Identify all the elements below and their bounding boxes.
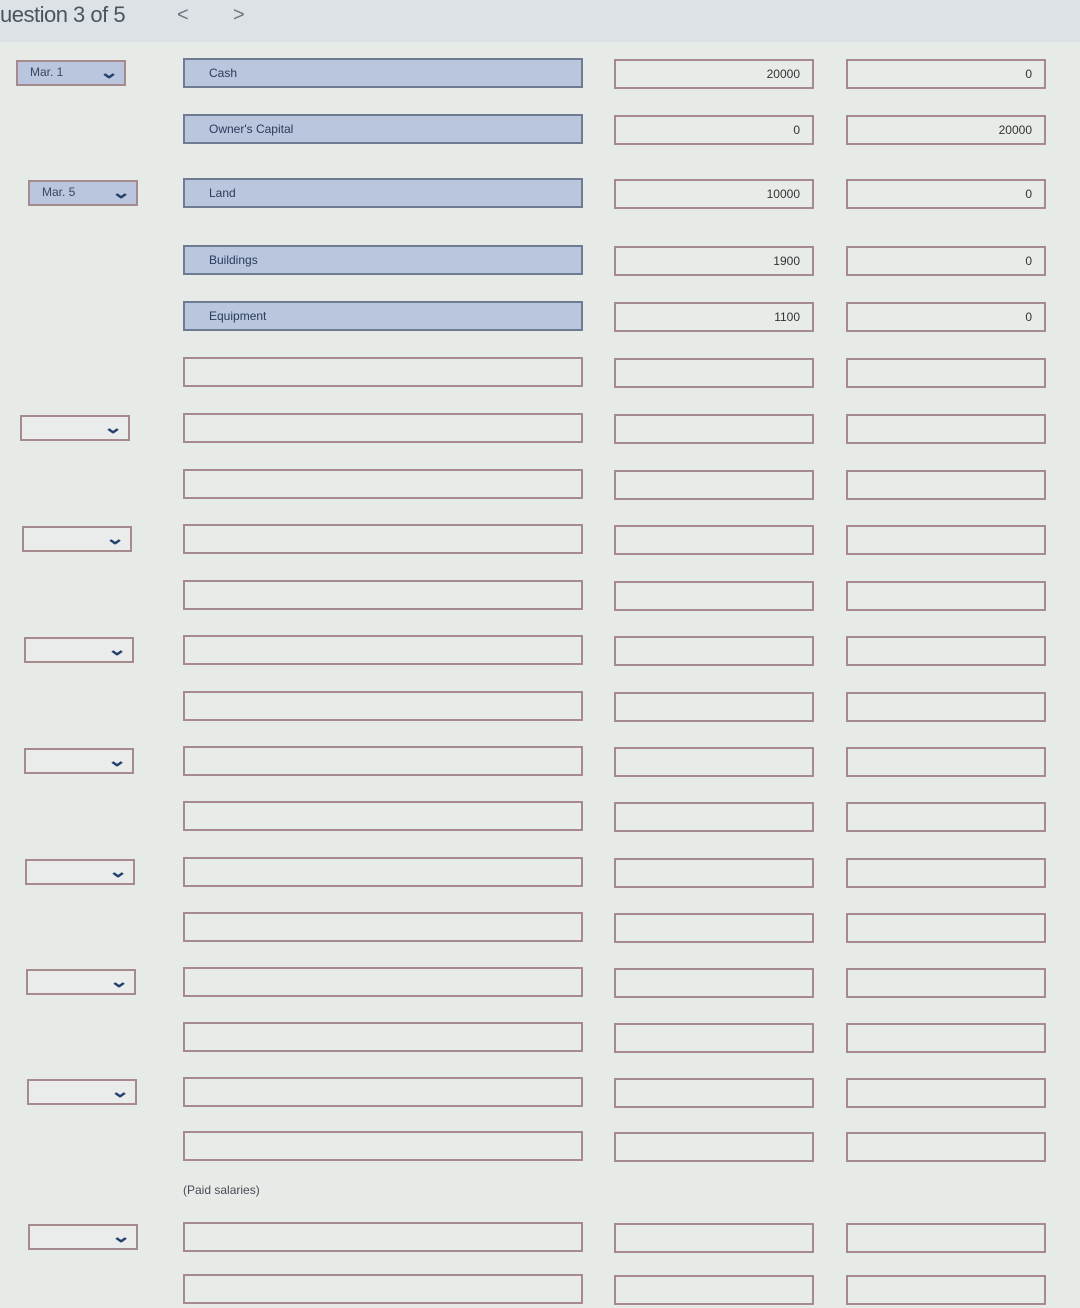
debit-field[interactable] xyxy=(614,1223,814,1253)
credit-field[interactable] xyxy=(846,1023,1046,1053)
account-field[interactable] xyxy=(183,178,583,208)
debit-field[interactable] xyxy=(614,1132,814,1162)
debit-field[interactable] xyxy=(614,1275,814,1305)
debit-field[interactable] xyxy=(614,525,814,555)
journal-row xyxy=(0,910,1080,946)
date-select[interactable] xyxy=(25,859,135,885)
journal-row xyxy=(0,1220,1080,1256)
date-select[interactable] xyxy=(16,60,126,86)
debit-field[interactable] xyxy=(614,1023,814,1053)
journal-row xyxy=(0,411,1080,447)
debit-field[interactable] xyxy=(614,636,814,666)
journal-row xyxy=(0,522,1080,558)
date-select[interactable] xyxy=(27,1079,137,1105)
journal-row xyxy=(0,56,1080,92)
journal-row xyxy=(0,355,1080,391)
credit-field[interactable] xyxy=(846,246,1046,276)
credit-field[interactable] xyxy=(846,913,1046,943)
journal-row xyxy=(0,1020,1080,1056)
account-field[interactable] xyxy=(183,746,583,776)
credit-field[interactable] xyxy=(846,581,1046,611)
date-select[interactable] xyxy=(20,415,130,441)
account-field[interactable] xyxy=(183,1131,583,1161)
credit-field[interactable] xyxy=(846,858,1046,888)
credit-field[interactable] xyxy=(846,470,1046,500)
chevron-down-icon: ⌄ xyxy=(106,640,127,659)
date-select[interactable] xyxy=(28,1224,138,1250)
chevron-down-icon: ⌄ xyxy=(110,183,131,202)
chevron-down-icon: ⌄ xyxy=(108,972,129,991)
debit-field[interactable] xyxy=(614,358,814,388)
credit-field[interactable] xyxy=(846,59,1046,89)
account-field[interactable] xyxy=(183,1222,583,1252)
debit-field[interactable] xyxy=(614,581,814,611)
chevron-down-icon: ⌄ xyxy=(104,529,125,548)
debit-field[interactable] xyxy=(614,802,814,832)
journal-row xyxy=(0,799,1080,835)
prev-question-icon[interactable]: < xyxy=(177,4,189,26)
credit-field[interactable] xyxy=(846,1223,1046,1253)
credit-field[interactable] xyxy=(846,968,1046,998)
account-field[interactable] xyxy=(183,58,583,88)
account-field[interactable] xyxy=(183,967,583,997)
account-field[interactable] xyxy=(183,635,583,665)
debit-field[interactable] xyxy=(614,179,814,209)
journal-row xyxy=(0,299,1080,335)
debit-field[interactable] xyxy=(614,246,814,276)
account-field[interactable] xyxy=(183,114,583,144)
debit-field[interactable] xyxy=(614,968,814,998)
journal-row xyxy=(0,1272,1080,1308)
date-value: Mar. 1 xyxy=(30,65,64,79)
credit-field[interactable] xyxy=(846,414,1046,444)
debit-field[interactable] xyxy=(614,470,814,500)
credit-field[interactable] xyxy=(846,636,1046,666)
account-field[interactable] xyxy=(183,245,583,275)
journal-row xyxy=(0,467,1080,503)
credit-field[interactable] xyxy=(846,1275,1046,1305)
credit-field[interactable] xyxy=(846,302,1046,332)
account-field[interactable] xyxy=(183,580,583,610)
top-bar xyxy=(0,0,1080,42)
credit-field[interactable] xyxy=(846,1078,1046,1108)
date-select[interactable] xyxy=(24,637,134,663)
journal-row xyxy=(0,243,1080,279)
credit-field[interactable] xyxy=(846,747,1046,777)
credit-field[interactable] xyxy=(846,692,1046,722)
journal-row xyxy=(0,855,1080,891)
question-counter: uestion 3 of 5 xyxy=(0,2,126,27)
chevron-down-icon: ⌄ xyxy=(107,862,128,881)
journal-row xyxy=(0,578,1080,614)
chevron-down-icon: ⌄ xyxy=(102,418,123,437)
chevron-down-icon: ⌄ xyxy=(109,1082,130,1101)
account-field[interactable] xyxy=(183,524,583,554)
next-question-icon[interactable]: > xyxy=(233,4,245,26)
debit-field[interactable] xyxy=(614,1078,814,1108)
debit-field[interactable] xyxy=(614,913,814,943)
credit-field[interactable] xyxy=(846,179,1046,209)
credit-field[interactable] xyxy=(846,358,1046,388)
journal-row xyxy=(0,1075,1080,1111)
debit-field[interactable] xyxy=(614,115,814,145)
credit-field[interactable] xyxy=(846,525,1046,555)
debit-field[interactable] xyxy=(614,302,814,332)
account-field[interactable] xyxy=(183,912,583,942)
journal-row xyxy=(0,744,1080,780)
chevron-down-icon: ⌄ xyxy=(110,1227,131,1246)
date-select[interactable] xyxy=(26,969,136,995)
chevron-down-icon: ⌄ xyxy=(98,63,119,82)
debit-field[interactable] xyxy=(614,414,814,444)
debit-field[interactable] xyxy=(614,747,814,777)
account-field[interactable] xyxy=(183,1274,583,1304)
entry-memo: (Paid salaries) xyxy=(183,1183,260,1197)
journal-row xyxy=(0,112,1080,148)
date-select[interactable] xyxy=(22,526,132,552)
account-field[interactable] xyxy=(183,1077,583,1107)
debit-field[interactable] xyxy=(614,59,814,89)
debit-field[interactable] xyxy=(614,858,814,888)
journal-row xyxy=(0,1129,1080,1165)
account-field[interactable] xyxy=(183,413,583,443)
journal-row xyxy=(0,176,1080,212)
date-value: Mar. 5 xyxy=(42,185,76,199)
debit-field[interactable] xyxy=(614,692,814,722)
credit-field[interactable] xyxy=(846,802,1046,832)
credit-field[interactable] xyxy=(846,115,1046,145)
account-field[interactable] xyxy=(183,469,583,499)
date-select[interactable] xyxy=(28,180,138,206)
date-select[interactable] xyxy=(24,748,134,774)
account-field[interactable] xyxy=(183,357,583,387)
account-field[interactable] xyxy=(183,691,583,721)
journal-row xyxy=(0,633,1080,669)
account-field[interactable] xyxy=(183,301,583,331)
chevron-down-icon: ⌄ xyxy=(106,751,127,770)
journal-row xyxy=(0,965,1080,1001)
journal-row xyxy=(0,689,1080,725)
credit-field[interactable] xyxy=(846,1132,1046,1162)
account-field[interactable] xyxy=(183,801,583,831)
account-field[interactable] xyxy=(183,1022,583,1052)
account-field[interactable] xyxy=(183,857,583,887)
